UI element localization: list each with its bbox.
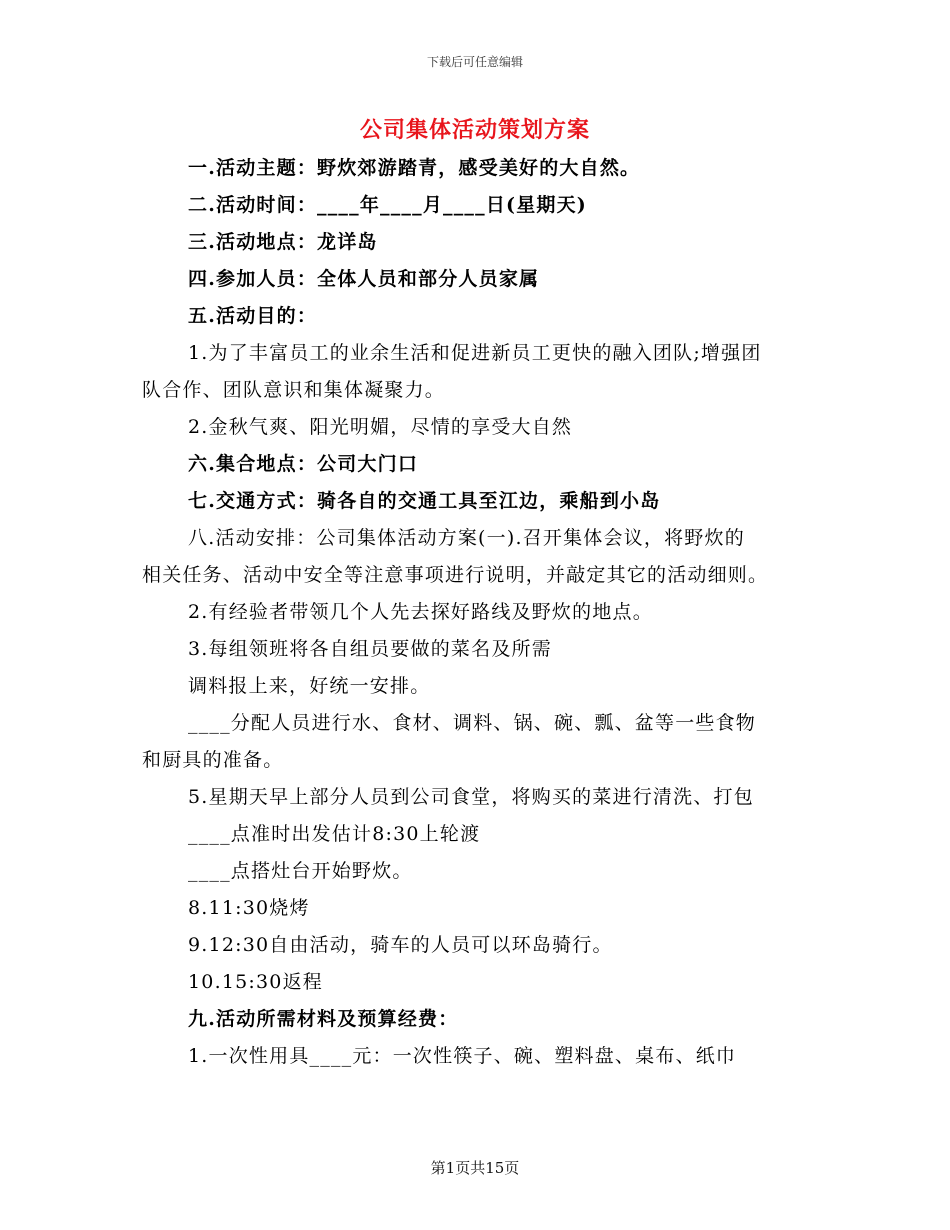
document-body — [142, 150, 812, 1075]
body-line: 调料报上来，好统一安排。 — [188, 675, 431, 697]
body-line: 三.活动地点：龙详岛 — [188, 231, 378, 253]
body-line: 五.活动目的： — [188, 305, 318, 327]
body-line: ____分配人员进行水、食材、调料、锅、碗、瓢、盆等一些食物 — [188, 712, 757, 734]
page-footer: 第1页共15页 — [430, 1159, 520, 1177]
body-line: 七.交通方式：骑各自的交通工具至江边，乘船到小岛 — [188, 490, 661, 512]
body-line: 二.活动时间：____年____月____日(星期天) — [188, 194, 587, 216]
body-line: 八.活动安排：公司集体活动方案(一).召开集体会议，将野炊的 — [188, 527, 745, 549]
body-line: 队合作、团队意识和集体凝聚力。 — [142, 379, 446, 401]
body-line: 和厨具的准备。 — [142, 749, 284, 771]
body-line: 六.集合地点：公司大门口 — [188, 453, 419, 475]
body-line: 10.15:30返程 — [188, 971, 323, 993]
header-note: 下载后可任意编辑 — [426, 55, 523, 69]
body-line: 8.11:30烧烤 — [188, 897, 310, 919]
body-line: ____点搭灶台开始野炊。 — [188, 860, 413, 882]
body-line: 3.每组领班将各自组员要做的菜名及所需 — [188, 638, 552, 660]
body-line: 四.参加人员：全体人员和部分人员家属 — [188, 268, 540, 290]
body-line: 1.为了丰富员工的业余生活和促进新员工更快的融入团队;增强团 — [188, 342, 762, 364]
body-line: 九.活动所需材料及预算经费： — [188, 1008, 459, 1030]
document-title: 公司集体活动策划方案 — [359, 117, 590, 143]
body-line: ____点准时出发估计8:30上轮渡 — [188, 823, 481, 845]
body-line: 1.一次性用具____元：一次性筷子、碗、塑料盘、桌布、纸巾 — [188, 1045, 737, 1067]
body-line: 2.有经验者带领几个人先去探好路线及野炊的地点。 — [188, 601, 653, 623]
body-line: 9.12:30自由活动，骑车的人员可以环岛骑行。 — [188, 934, 613, 956]
body-line: 相关任务、活动中安全等注意事项进行说明，并敲定其它的活动细则。 — [142, 564, 769, 586]
body-line: 5.星期天早上部分人员到公司食堂，将购买的菜进行清洗、打包 — [188, 786, 754, 808]
body-line: 2.金秋气爽、阳光明媚，尽情的享受大自然 — [188, 416, 573, 438]
body-line: 一.活动主题：野炊郊游踏青，感受美好的大自然。 — [188, 157, 641, 179]
